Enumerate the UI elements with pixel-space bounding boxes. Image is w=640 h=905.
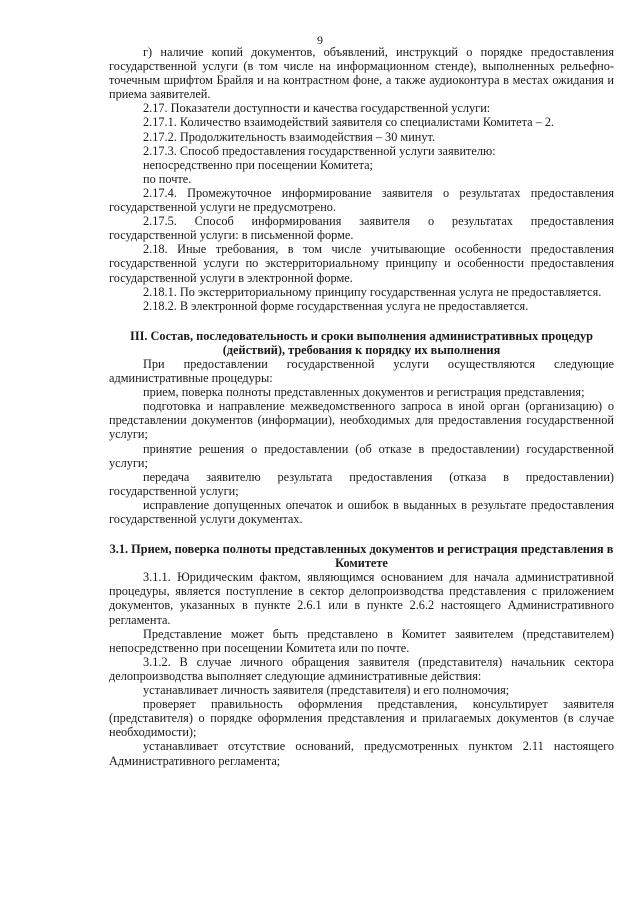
spacer bbox=[109, 526, 614, 542]
paragraph: 2.18. Иные требования, в том числе учитывающие особенности предоставления государственной услуги по экстерриториальному принципу и особенности предоставления государственной услуги в электронной форме. bbox=[109, 242, 614, 285]
paragraph: прием, поверка полноты представленных документов и регистрация представления; bbox=[143, 385, 585, 400]
paragraph: 2.17.1. Количество взаимодействий заявителя со специалистами Комитета – 2. bbox=[143, 115, 555, 130]
paragraph: 2.17.4. Промежуточное информирование заявителя о результатах предоставления государственной услуги не предусмотрено. bbox=[109, 185, 614, 215]
paragraph: г) наличие копий документов, объявлений, инструкций о порядке предоставления государственной услуги (в том числе на информационном стенде), выполненных рельефно-точечным шрифтом Брайля и на контрастном фоне, а также аудиоконтура в местах ожидания и приема заявителей. bbox=[109, 45, 614, 102]
paragraph: 2.17. Показатели доступности и качества государственной услуги: bbox=[143, 101, 491, 116]
section-3-intro bbox=[109, 357, 614, 526]
paragraph: 2.17.5. Способ информирования заявителя о результатах предоставления государственной услуги: в письменной форме. bbox=[109, 214, 614, 243]
paragraph: 2.18.1. По экстерриториальному принципу государственная услуга не предоставляется. bbox=[143, 284, 602, 299]
paragraph: непосредственно при посещении Комитета; bbox=[143, 157, 373, 172]
document-body bbox=[109, 45, 614, 768]
paragraph: 2.17.3. Способ предоставления государственной услуги заявителю: bbox=[143, 143, 496, 158]
spacer bbox=[109, 313, 614, 329]
paragraph: проверяет правильность оформления представления, консультирует заявителя (представителя) о порядке оформления представления и прилагаемых документов (в случае необходимости); bbox=[109, 697, 614, 740]
paragraph: принятие решения о предоставлении (об отказе в предоставлении) государственной услуги; bbox=[109, 441, 614, 470]
paragraph: исправление допущенных опечаток и ошибок в выданных в результате предоставления государственной услуги документах. bbox=[109, 497, 614, 526]
paragraph: передача заявителю результата предоставления (отказа в предоставлении) государственной услуги; bbox=[109, 469, 614, 498]
section-3-1-heading: 3.1. Прием, поверка полноты представленных документов и регистрация представления в Комитете bbox=[109, 542, 614, 571]
paragraph: 3.1.1. Юридическим фактом, являющимся основанием для начала административной процедуры, является поступление в сектор делопроизводства представления с приложением документов, указанных в пункте 2.6.1 или в пункте 2.6.2 настоящего Административного регламента. bbox=[109, 570, 614, 627]
paragraph: устанавливает личность заявителя (представителя) и его полномочия; bbox=[143, 683, 510, 698]
paragraph: Представление может быть представлено в Комитет заявителем (представителем) непосредственно при посещении Комитета или по почте. bbox=[109, 626, 614, 655]
paragraph: по почте. bbox=[143, 171, 192, 186]
section-3-heading: III. Состав, последовательность и сроки выполнения административных процедур (действий), требования к порядку их выполнения bbox=[130, 328, 593, 357]
paragraph: устанавливает отсутствие оснований, предусмотренных пунктом 2.11 настоящего Административного регламента; bbox=[109, 739, 614, 768]
section-2-17-2-18 bbox=[109, 45, 614, 313]
paragraph: При предоставлении государственной услуги осуществляются следующие административные процедуры: bbox=[109, 356, 614, 386]
page-number: 9 bbox=[317, 33, 323, 47]
paragraph: 2.18.2. В электронной форме государственная услуга не предоставляется. bbox=[143, 298, 529, 313]
section-3-1 bbox=[109, 570, 614, 767]
paragraph: 3.1.2. В случае личного обращения заявителя (представителя) начальник сектора делопроизводства выполняет следующие административные действия: bbox=[109, 654, 614, 683]
paragraph: подготовка и направление межведомственного запроса в иной орган (организацию) о представлении документов (информации), необходимых для предоставления государственной услуги; bbox=[109, 399, 614, 442]
paragraph: 2.17.2. Продолжительность взаимодействия – 30 минут. bbox=[143, 129, 436, 144]
